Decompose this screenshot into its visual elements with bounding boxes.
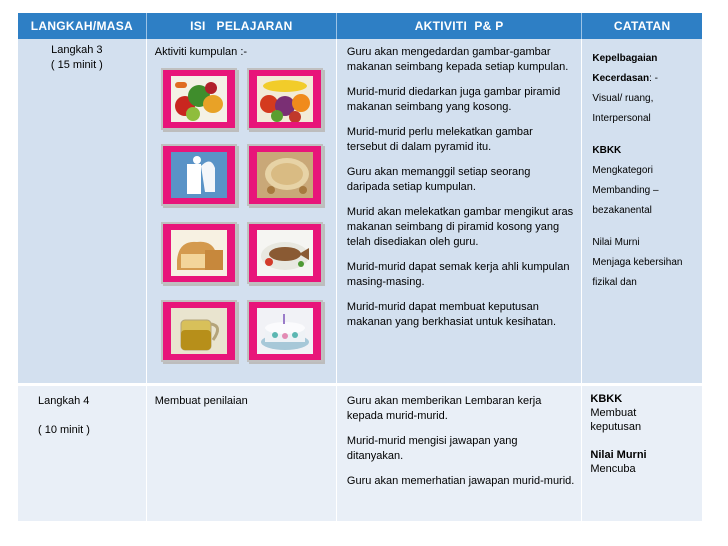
activity-text: Guru akan mengedardan gambar-gambar makanan seimbang kepada setiap kumpulan. [346, 46, 569, 73]
milk-image [161, 144, 237, 206]
table-row [18, 39, 702, 383]
activity-cell [337, 39, 582, 383]
note-line: bezakanental [592, 205, 652, 216]
activity-text: Murid-murid perlu melekatkan gambar tersebut di dalam pyramid itu. [346, 126, 533, 153]
content-cell [147, 39, 337, 383]
notes-cell [582, 39, 702, 383]
header-catatan: CATATAN [582, 13, 702, 39]
table-header-row [18, 13, 702, 39]
activity-cell [337, 383, 582, 521]
note-kecerdasan-suffix: : - [649, 73, 658, 84]
activity-text: Guru akan memanggil setiap seorang daripada setiap kumpulan. [346, 166, 531, 193]
notes-cell [582, 383, 702, 521]
bread-image [161, 222, 237, 284]
activity-text: Murid-murid dapat semak kerja ahli kumpulan masing-masing. [346, 261, 570, 288]
activity-text: Murid-murid dapat membuat keputusan makanan yang berkhasiat untuk kesihatan. [346, 301, 557, 328]
note-nilai-murni: Nilai Murni [590, 449, 647, 461]
step-cell [18, 383, 147, 521]
header-isi-pelajaran: ISI PELAJARAN [147, 13, 337, 39]
table-row [18, 383, 702, 521]
step-label: Langkah 4 [38, 395, 90, 407]
step-label: Langkah 3 [51, 44, 103, 56]
note-kbkk: KBKK [590, 393, 623, 405]
header-aktiviti: AKTIVITI P& P [337, 13, 582, 39]
note-line: fizikal dan [592, 277, 637, 288]
activity-text: Murid-murid mengisi jawapan yang ditanyakan. [346, 435, 518, 462]
note-line: Membuat [590, 407, 637, 419]
step-time: ( 15 minit ) [50, 59, 103, 71]
note-nilai-murni: Nilai Murni [592, 237, 640, 248]
activity-text: Murid-murid diedarkan juga gambar piramid makanan seimbang yang kosong. [346, 86, 561, 113]
vegetables-image [161, 68, 237, 130]
note-line: Membanding – [592, 185, 659, 196]
note-line: keputusan [590, 421, 642, 433]
header-langkah-masa: LANGKAH/MASA [18, 13, 147, 39]
step-cell [18, 39, 147, 383]
cake-image [247, 300, 323, 362]
food-image-grid [155, 68, 328, 358]
note-kbkk: KBKK [592, 145, 622, 156]
note-line: Mengkategori [592, 165, 653, 176]
step-time: ( 10 minit ) [38, 424, 90, 436]
activity-text: Guru akan memberikan Lembaran kerja kepada murid-murid. [346, 395, 542, 422]
lesson-plan-table [18, 13, 702, 521]
content-label: Membuat penilaian [154, 395, 248, 407]
note-line: Mencuba [590, 463, 636, 475]
note-kecerdasan: Kecerdasan [592, 73, 650, 84]
note-line: Menjaga kebersihan [592, 257, 683, 268]
content-label: Aktiviti kumpulan :- [154, 46, 248, 58]
grains-image [247, 144, 323, 206]
activity-text: Guru akan memerhatian jawapan murid-murid. [346, 475, 575, 487]
note-line: Interpersonal [592, 113, 651, 124]
note-kepelbagaian: Kepelbagaian [592, 53, 658, 64]
activity-text: Murid akan melekatkan gambar mengikut aras makanan seimbang di piramid kosong yang telah disediakan oleh guru. [346, 206, 574, 248]
content-cell [147, 383, 337, 521]
note-line: Visual/ ruang, [592, 93, 654, 104]
fruits-image [247, 68, 323, 130]
fish-dish-image [247, 222, 323, 284]
oil-jug-image [161, 300, 237, 362]
